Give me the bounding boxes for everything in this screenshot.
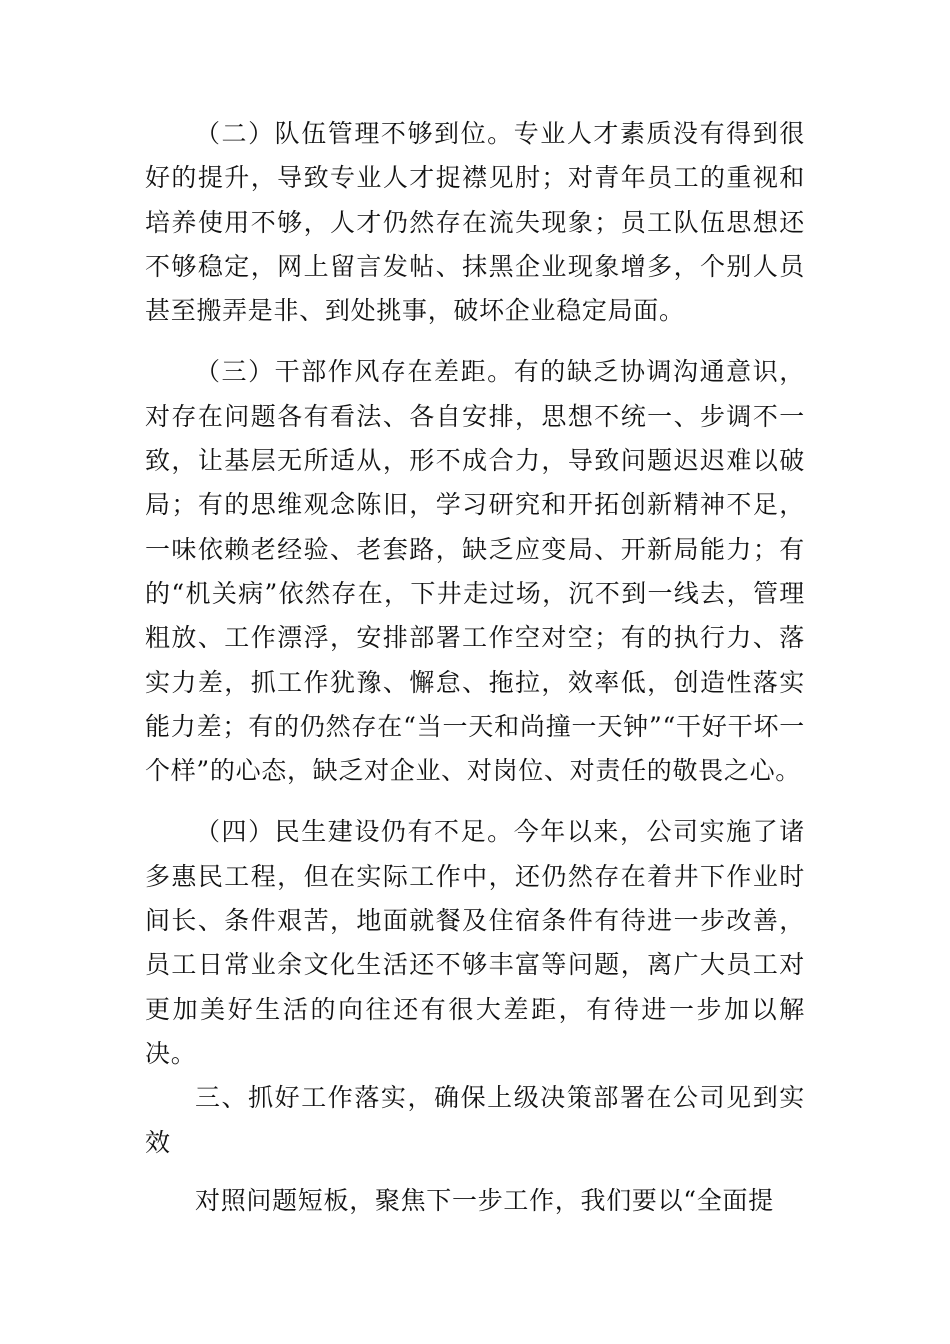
paragraph-livelihood-construction: （四）民生建设仍有不足。今年以来，公司实施了诸多惠民工程，但在实际工作中，还仍然存在着井下作业时间长、条件艰苦，地面就餐及住宿条件有待进一步改善，员工日常业余文化生活还不够丰富等问题，离广大员工对更加美好生活的向往还有很大差距，有待进一步加以解决。 [145,817,805,1068]
paragraph-cadre-work-style: （三）干部作风存在差距。有的缺乏协调沟通意识，对存在问题各有看法、各自安排，思想不统一、步调不一致，让基层无所适从，形不成合力，导致问题迟迟难以破局；有的思维观念陈旧，学习研究和开拓创新精神不足，一味依赖老经验、老套路，缺乏应变局、开新局能力；有的“机关病”依然存在，下井走过场，沉不到一线去，管理粗放、工作漂浮，安排部署工作空对空；有的执行力、落实力差，抓工作犹豫、懈怠、拖拉，效率低，创造性落实能力差；有的仍然存在“当一天和尚撞一天钟”“干好干坏一个样”的心态，缺乏对企业、对岗位、对责任的敬畏之心。 [145,357,805,786]
document-body [145,112,805,1223]
paragraph-closing: 对照问题短板，聚焦下一步工作，我们要以“全面提 [195,1185,774,1215]
paragraph-team-management: （二）队伍管理不够到位。专业人才素质没有得到很好的提升，导致专业人才捉襟见肘；对青年员工的重视和培养使用不够，人才仍然存在流失现象；员工队伍思想还不够稳定，网上留言发帖、抹黑企业现象增多，个别人员甚至搬弄是非、到处挑事，破坏企业稳定局面。 [145,119,805,326]
section-heading-three: 三、抓好工作落实，确保上级决策部署在公司见到实效 [145,1083,805,1157]
